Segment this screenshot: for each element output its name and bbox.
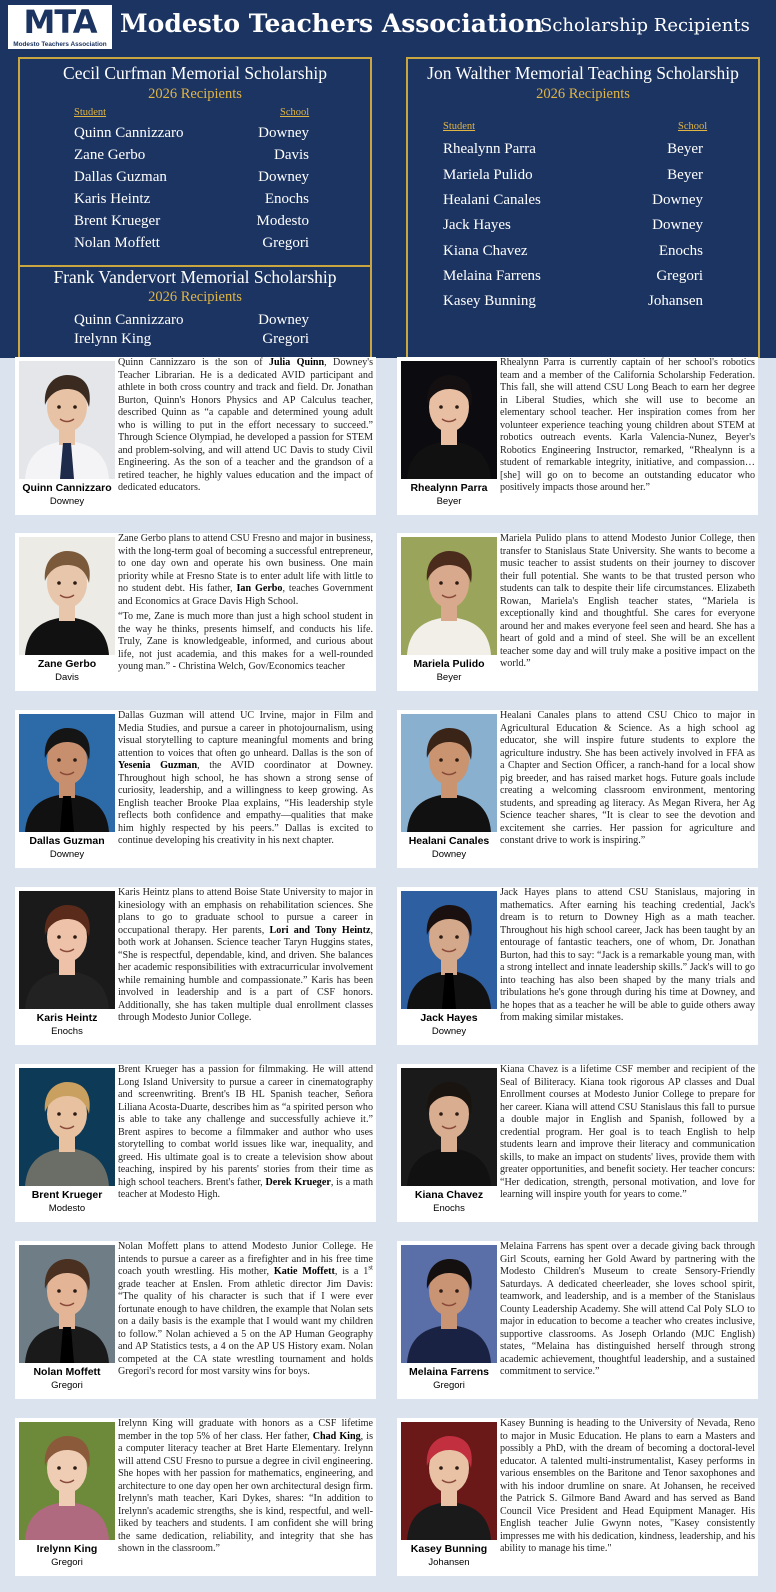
page-subtitle: Scholarship Recipients [540,15,750,36]
recipient-row [74,191,309,211]
bio-paragraph [118,533,373,608]
recipient-name: Kasey Bunning [443,293,536,309]
bio-paragraph [118,1064,373,1202]
recipient-card [397,887,758,1045]
recipient-bio [118,1418,373,1574]
recipient-card-school: Gregori [433,1380,465,1391]
bio-text: Quinn Cannizzaro is the son of [118,357,269,368]
recipient-photo [401,361,497,479]
bio-paragraph [500,1418,755,1556]
recipient-bio [500,357,755,513]
bio-text: , is a 1 [334,1266,369,1277]
bio-text: Melaina Farrens has spent over a decade giving back through Girl Scouts, earning her Gold Award by partnering with the Modesto Children's Museum to create Sensory-Friendly Saturdays. A dedicated cheerleader, she loves school spirit, teamwork, and leadership, and is a member of the Stanislaus County Leadership Academy. She will attend Cal Poly SLO to major in education to become a teacher who creates inclusive, supportive classrooms. As Joseph Orlando (MJC English) states, “Melaina has distinguished herself through strong academic achievement, thoughtful leadership, and a sustained commitment to service.” [500,1241,755,1377]
bio-text: , is a computer literacy teacher at Bret Harte Elementary. Irelynn will attend CSU Fresno to pursue a degree in civil engineering. She hopes with her passion for mathematics, engineering, and architecture to one day open her own architectural design firm. Irelynn's math teacher, Kari Dykes, shares: “In addition to Irelynn's academic strengths, she is kind, respectful, and well-liked by teachers and students. I am confident she will bring the same dedication, reliability, and integrity that she has shown in the classroom.” [118,1430,373,1554]
bio-text: grade teacher at Enslen. From athletic director Jim Davis: “The quality of his character is such that if I were ever fortunate enough to have children, the example that Nolan sets on a daily basis is the example that I would want my children to follow.” Nolan achieved a 5 on the AP Human Geography and AP Statistics tests, a 4 on the AP US History exam. Nolan competed at the CA state wrestling tournament and holds Gregori's record for most varsity wins for boys. [118,1278,373,1377]
recipient-school: Beyer [667,167,703,183]
recipient-bio [118,1064,373,1220]
recipient-row [74,312,309,332]
recipient-bio [500,1064,755,1220]
recipient-card-school: Beyer [436,496,462,507]
recipient-photo [401,1422,497,1540]
mta-logo [8,5,112,49]
recipient-card [397,1064,758,1222]
bio-paragraph [500,1241,755,1379]
recipient-card-school: Gregori [51,1380,83,1391]
scholarship-title: Frank Vandervort Memorial Scholarship [53,267,337,287]
recipient-card-school: Davis [55,672,79,683]
recipient-name: Karis Heintz [74,191,151,207]
recipient-row [443,141,703,161]
recipient-card-name: Rhealynn Parra [410,482,488,494]
recipient-row [74,213,309,233]
recipient-bio [118,887,373,1043]
recipient-name: Mariela Pulido [443,167,533,183]
recipient-bio [500,887,755,1043]
logo-text: Modesto Teachers Association [13,41,107,48]
recipient-name: Rhealynn Parra [443,141,536,157]
recipient-row [443,217,703,237]
recipient-card-school: Downey [49,496,85,507]
recipient-school: Gregori [262,235,309,251]
recipient-school: Downey [258,125,309,141]
recipient-card-school: Downey [431,849,467,860]
bio-text: Healani Canales plans to attend CSU Chico to major in Agricultural Education & Science. As a high school ag educator, she will inspire future students to explore the agriculture industry. She has been actively involved in FFA as a Chapter and Section Officer, a ranch-hand for a local show pig breeder, and has raised market hogs. Future goals include creating a welcoming classroom environment, mentoring students, and spreading ag literacy. As Megan Rivera, her Ag Science teacher shares, “It is clear to see the devotion and excitement she carries. Her passion for agriculture and constant drive to work is inspiring.” [500,710,755,846]
scholarship-year: 2026 Recipients [148,86,242,102]
bio-text: Kasey Bunning is heading to the University of Nevada, Reno to major in Music Education. He plans to earn a Masters and possibly a PhD, with the dream of becoming a doctoral-level educator. A talented multi-instrumentalist, Kasey performs in various ensembles on the Baritone and Tenor saxophones and with his indoor drumline on snare. At Johansen, he received the Patrick S. Gilmore Band Award and has served as Band Council Vice President and Head Equipment Manager. His English teacher Julie Gwynn notes, "Kasey consistently impresses me with his dedication, kindness, leadership, and his ability to manage his time." [500,1418,755,1554]
parent-teacher-name: Lori and Tony Heintz [269,924,371,936]
recipient-school: Enochs [264,191,309,207]
recipient-photo [19,1068,115,1186]
scholarship-panel-walther [406,57,760,358]
bio-text: Rhealynn Parra is currently captain of her school's robotics team and a member of the California Scholarship Federation. This fall, she will attend CSU Long Beach to earn her degree in Liberal Studies, which she will use to become an elementary school teacher. Her inspiration comes from her volunteer experience teaching young children about STEM at robotics outreach events. Karla Valencia-Nunez, Beyer's Robotics Engineering Instructor, remarked, “Rhealynn is a student of remarkable integrity, initiative, and compassion…[she] will go on to become an outstanding educator who positively impacts those around her.” [500,357,755,493]
bio-paragraph [118,1241,373,1379]
bio-text: Mariela Pulido plans to attend Modesto Junior College, then transfer to Stanislaus State University. She wants to become a music teacher to assist students on their journey to discover their full potential. She wants to be that trusted person who students can talk to despite their life circumstances. Elizabeth Rowan, Mariela's English teacher states, “Mariela is exceptionally kind and thoughtful. She cares for everyone around her and makes everyone feel seen and heard. She has a heart of gold and a mind of steel. She will be an excellent teacher some day and will truly make a positive impact on the world.” [500,533,755,669]
recipient-card-name: Mariela Pulido [413,658,485,670]
recipient-card [397,710,758,868]
bio-text: Zane Gerbo plans to attend CSU Fresno and major in business, with the long-term goal of becoming a successful entrepreneur, to one day own and operate his own business. One main priority while at Fresno State is to enter adult life with little to no student debt. His father, [118,533,373,594]
recipient-card-school: Johansen [428,1557,470,1568]
recipient-school: Beyer [667,141,703,157]
bio-text: Kiana Chavez is a lifetime CSF member and recipient of the Seal of Biliteracy. Kiana took rigorous AP classes and Dual Enrollment courses at Modesto Junior College to prepare for her career. Kiana will attend CSU Stanislaus this fall to pursue a double major in English and Spanish, followed by a credential program. Her goal is to teach English to help students learn and improve their literacy and communication skills, to make an impact on students' lives, provide them with greater opportunities, and benefit society. Her teacher concurs: “Her dedication, strength, personal motivation, and love for learning will inspire youth for years to come.” [500,1064,755,1200]
bio-paragraph [500,1064,755,1202]
recipient-card-name: Karis Heintz [36,1012,98,1024]
scholarship-year: 2026 Recipients [536,86,630,102]
recipient-school: Johansen [648,293,703,309]
recipient-bio [500,1418,755,1574]
logo-letters: MTA [23,3,97,41]
parent-teacher-name: Julia Quinn [268,357,325,368]
recipient-name: Quinn Cannizzaro [74,125,184,141]
association-title: Modesto Teachers Association [120,9,543,38]
recipient-school: Downey [258,312,309,328]
recipient-photo [401,1068,497,1186]
column-header-school: School [280,107,310,118]
recipient-name: Jack Hayes [443,217,511,233]
recipient-card-name: Zane Gerbo [37,658,97,670]
recipient-photo [19,361,115,479]
column-header-school: School [678,121,708,132]
bio-text: , Downey's Teacher Librarian. He is a dedicated AVID participant and athlete in both cross country and track and field. Dr. Jonathan Burton, Quinn's Honors Physics and AP Calculus teacher, described Quinn as “a capable and determined young adult who is willing to put in the effort necessary to succeed.” Through Science Olympiad, he developed a passion for STEM and problem-solving, and will attend UC Davis to study Civil Engineering. As the son of a teacher and the grandson of a retired teacher, he highly values education and the impact of dedicated educators. [118,357,373,493]
recipient-photo [401,1245,497,1363]
recipient-school: Enochs [658,243,703,259]
bio-paragraph [118,887,373,1025]
recipient-row [74,169,309,189]
recipient-card-name: Brent Krueger [31,1189,103,1201]
recipient-card-school: Downey [49,849,85,860]
recipient-card [15,1064,376,1222]
recipient-card [15,710,376,868]
recipient-row [74,147,309,167]
recipient-card-name: Kiana Chavez [414,1189,484,1201]
recipient-name: Zane Gerbo [74,147,146,163]
recipient-card-name: Dallas Guzman [29,835,105,847]
recipient-bio [118,710,373,866]
recipient-card-school: Beyer [436,672,462,683]
recipient-row [443,293,703,313]
recipient-card-name: Healani Canales [408,835,490,847]
parent-teacher-name: Yesenia Guzman [118,760,198,771]
recipient-school: Gregori [656,268,703,284]
recipient-school: Gregori [262,331,309,347]
recipient-card-school: Modesto [48,1203,86,1214]
bio-text: Brent Krueger has a passion for filmmaking. He will attend Long Island University to pursue a career in cinematography and screenwriting. Brent's IB HL Spanish teacher, Señora Liliana Acosta-Duarte, describes him as “a spirited person who is able to take any challenge and successfully achieve it.” Brent aspires to become a filmmaker and author who uses storytelling to combat world issues like war, inequality, and greed. His ultimate goal is to create a television show about teaching, inspired by his parents' stories from their time as high school teachers. Brent's father, [118,1064,373,1188]
recipient-photo [19,1245,115,1363]
recipient-photo [19,537,115,655]
recipient-school: Davis [274,147,309,163]
recipient-bio [500,710,755,866]
bio-paragraph [118,710,373,848]
recipient-name: Nolan Moffett [74,235,160,251]
recipient-card-name: Jack Hayes [420,1012,478,1024]
recipient-card [15,533,376,691]
recipient-school: Downey [652,192,703,208]
recipient-card [15,357,376,515]
recipient-card [15,1241,376,1399]
bio-text: , the AVID coordinator at Downey. Throughout high school, he has shown a strong sense of curiosity, leadership, and a willingness to keep growing. As English teacher Brooke Plaa explains, “His leadership style reflects both confidence and empathy—qualities that make him highly respected by his peers.” Dallas is excited to continue developing his creativity in his next chapter. [118,760,373,846]
recipient-bio [118,357,373,513]
recipient-photo [401,891,497,1009]
recipient-card-name: Kasey Bunning [410,1543,488,1555]
bio-text: Dallas Guzman will attend UC Irvine, major in Film and Media Studies, and pursue a career in photojournalism, using visual storytelling to capture meaningful moments and bring attention to voices that often go unheard. Dallas is the son of [118,710,373,759]
recipient-name: Kiana Chavez [443,243,528,259]
recipient-card [397,357,758,515]
scholarship-title: Jon Walther Memorial Teaching Scholarship [427,63,739,83]
recipient-school: Modesto [256,213,309,229]
bio-paragraph [500,357,755,495]
recipient-name: Irelynn King [74,331,152,347]
recipient-bio [118,533,373,689]
ordinal-suffix: st [368,1263,373,1272]
bio-paragraph [500,533,755,671]
parent-teacher-name: Ian Gerbo [236,583,283,594]
recipient-name: Healani Canales [443,192,541,208]
recipient-row [74,331,309,351]
header-banner [0,0,776,358]
recipient-bio [500,1241,755,1397]
recipient-card-school: Enochs [433,1203,465,1214]
recipient-row [74,125,309,145]
bio-paragraph [118,357,373,495]
recipient-card [397,533,758,691]
recipient-photo [19,1422,115,1540]
bio-text: Karis Heintz plans to attend Boise State University to major in kinesiology with an emphasis on rehabilitation sciences. She plans to go to graduate school to pursue a career in occupational therapy. Her parents, [118,887,373,936]
bio-quote-paragraph: “To me, Zane is much more than just a high school student in the way he thinks, presents himself, and conducts his life. Truly, Zane is knowledgeable, informed, and curious about life, not just academia, and this makes for a well-rounded young man.” - Christina Welch, Gov/Economics teacher [118,611,373,672]
recipient-card [15,1418,376,1576]
recipient-card [397,1241,758,1399]
recipient-card-name: Nolan Moffett [33,1366,101,1378]
bio-text: Irelynn King will graduate with honors as a CSF lifetime member in the top 5% of her class. Her father, [118,1418,373,1442]
parent-teacher-name: Katie Moffett [273,1266,335,1277]
parent-teacher-name: Derek Krueger [265,1176,331,1188]
recipient-school: Downey [258,169,309,185]
scholarship-panel-vandervort [18,265,372,357]
recipient-card-school: Downey [431,1026,467,1037]
recipient-row [443,268,703,288]
recipient-row [443,167,703,187]
recipient-photo [19,714,115,832]
recipient-row [74,235,309,255]
bio-paragraph [118,1418,373,1556]
recipient-name: Quinn Cannizzaro [74,312,184,328]
recipient-bio [500,533,755,689]
recipient-name: Dallas Guzman [74,169,167,185]
bio-text: Jack Hayes plans to attend CSU Stanislaus, majoring in mathematics. After earning his teaching credential, Jack's dream is to return to Downey High as a math teacher. Throughout his high school career, Jack has been taught by an entourage of fantastic teachers, one of whom, Dr. Jonathan Burton, had this to say: “Jack is a remarkable young man, with a strong intellect and innate leadership skills.” Jack's will to go into teaching has also been shaped by the many trials and tribulations he's gone through during his time at Downey, and he hopes that as a teacher he will be able to guide others away from making similar mistakes. [500,887,755,1023]
bio-paragraph [500,710,755,848]
recipient-name: Brent Krueger [74,213,161,229]
recipient-card-school: Gregori [51,1557,83,1568]
recipient-card-name: Irelynn King [36,1543,98,1555]
bio-text: , is a math teacher at Modesto High. [118,1176,373,1200]
recipient-name: Melaina Farrens [443,268,541,284]
recipient-photo [401,714,497,832]
parent-teacher-name: Chad King [312,1430,361,1442]
title-bar [0,0,776,52]
recipient-card-name: Melaina Farrens [409,1366,489,1378]
bio-text: Nolan Moffett plans to attend Modesto Junior College. He intends to pursue a career as a firefighter and in his free time coach youth wrestling. His mother, [118,1241,373,1277]
recipient-card-name: Quinn Cannizzaro [22,482,112,494]
recipient-row [443,192,703,212]
column-header-student: Student [443,121,476,132]
recipient-card-school: Enochs [51,1026,83,1037]
bio-text: , teaches Government and Economics at Grace Davis High School. [118,583,373,607]
scholarship-panel-curfman [18,57,372,267]
recipient-card [15,887,376,1045]
recipient-school: Downey [652,217,703,233]
recipient-bio [118,1241,373,1397]
bio-paragraph [500,887,755,1025]
bio-text: , both work at Johansen. Science teacher Taryn Huggins states, “She is respectful, dependable, kind, and driven. She balances her academic responsibilities with extracurricular involvement while remaining humble and compassionate.” Karis has been involved in leadership and is a part of CSF honors. Additionally, she has taken multiple dual enrollment classes through Modesto Junior College. [118,924,373,1023]
recipient-row [443,243,703,263]
recipient-photo [19,891,115,1009]
recipient-photo [401,537,497,655]
recipient-card [397,1418,758,1576]
scholarship-title: Cecil Curfman Memorial Scholarship [63,63,327,83]
column-header-student: Student [74,107,107,118]
scholarship-year: 2026 Recipients [148,289,242,305]
